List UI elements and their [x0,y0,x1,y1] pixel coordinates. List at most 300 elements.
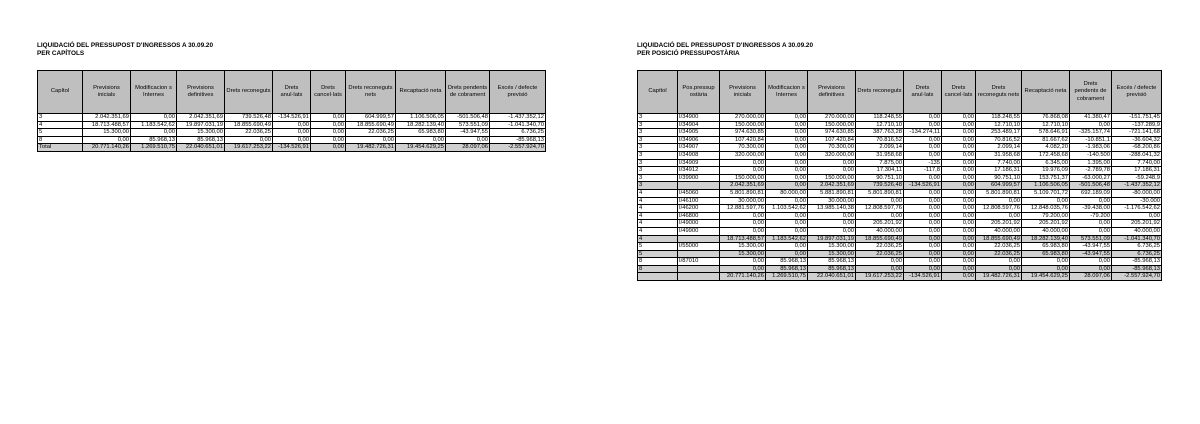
table-cell: 0,00 [720,159,766,167]
column-header: Drets pendents de cobrament [446,71,490,114]
table-cell: 974.630,85 [808,129,856,137]
total-cell: Total [38,144,83,152]
table-cell: 5.801.890,81 [976,189,1022,197]
table-cell: -1.983,06 [1070,144,1112,152]
table-cell: 0,00 [131,129,177,137]
total-cell: 19.482.726,31 [346,144,396,152]
table-row [638,136,1162,144]
table-cell: 12.710,10 [856,121,904,129]
table-cell: 0,00 [766,197,808,205]
table-cell: 0,00 [808,220,856,228]
table-cell: 5 [638,250,678,258]
table-cell: 19.897.031,19 [808,235,856,243]
column-header: Pos.pressup ostària [678,71,720,114]
table-cell: -80.000,00 [1112,189,1162,197]
table-cell: 692.189,09 [1070,189,1112,197]
table-cell: 0,00 [766,159,808,167]
table-cell: 2.042.351,69 [808,182,856,190]
table-cell: -79.200 [1070,212,1112,220]
table-cell: 0,00 [942,159,976,167]
column-header: Drets reconeguts nets [346,71,396,114]
table-cell: 0,00 [856,258,904,266]
table-cell: 0,00 [942,114,976,122]
table-cell: 0,00 [942,265,976,273]
table-cell: 1.106.506,05 [396,114,446,122]
table-cell: 0,00 [904,250,942,258]
table-cell: 22.036,25 [856,250,904,258]
table-cell: 0,00 [766,250,808,258]
table-cell: 4.082,20 [1022,144,1070,152]
table-cell: 2.099,14 [856,144,904,152]
table-cell: 0,00 [311,121,346,129]
table-cell: -721.141,68 [1112,129,1162,137]
table-cell: 22.036,25 [976,243,1022,251]
total-cell [638,273,678,281]
table-cell: 270.000,00 [720,114,766,122]
table-cell: 0,00 [808,212,856,220]
column-header: Drets reconeguts nets [976,71,1022,114]
table-cell: -1.437.352,12 [1112,182,1162,190]
table-cell: 3 [638,167,678,175]
table-cell: 3 [638,129,678,137]
table-cell: 0,00 [856,197,904,205]
table-cell: 6.736,25 [1112,243,1162,251]
table-row [638,197,1162,205]
table-cell: 0,00 [976,258,1022,266]
table-cell: 0,00 [904,121,942,129]
table-cell: 41.380,47 [1070,114,1112,122]
table-cell: -135 [904,159,942,167]
table-cell: 65.983,80 [1022,243,1070,251]
table-cell: 0,00 [1070,265,1112,273]
table-row [38,114,546,122]
table-cell: 0,00 [720,167,766,175]
right-report-subtitle: PER POSICIÓ PRESSUPOSTÀRIA [637,50,740,57]
table-cell: 0,00 [311,129,346,137]
table-cell: 205.201,92 [1112,220,1162,228]
table-cell: I/49000 [678,220,720,228]
table-cell: 150.000,00 [808,174,856,182]
table-cell: -30.000 [1112,197,1162,205]
left-report-subtitle: PER CAPÍTOLS [37,50,85,57]
table-cell: -1.176.542,62 [1112,205,1162,213]
column-header: Previsions inicials [83,71,131,114]
table-cell: 0,00 [766,227,808,235]
table-cell: 387.763,28 [856,129,904,137]
table-cell: 19.976,09 [1022,167,1070,175]
table-cell: 150.000,00 [720,174,766,182]
table-cell: 0,00 [766,167,808,175]
table-cell: 0,00 [766,144,808,152]
table-cell: -39.438,00 [1070,205,1112,213]
table-cell: 4 [638,235,678,243]
table-cell: 0,00 [766,182,808,190]
table-row [638,174,1162,182]
table-cell: 76.868,08 [1022,114,1070,122]
right-report [637,42,1162,281]
table-cell: -85.968,13 [490,136,546,144]
table-cell: 0,00 [942,258,976,266]
table-cell: -501.506,48 [1070,182,1112,190]
table-cell: 1.183.542,62 [131,121,177,129]
table-cell: 7.875,00 [856,159,904,167]
table-cell: 85.968,13 [177,136,225,144]
table-cell: -43.947,55 [1070,250,1112,258]
table-cell: 0,00 [942,121,976,129]
table-cell: 0,00 [942,220,976,228]
table-cell: 0,00 [1070,258,1112,266]
table-cell: 0,00 [766,151,808,159]
table-cell: 13.985.140,38 [808,205,856,213]
table-cell: 12.808.597,76 [976,205,1022,213]
table-cell: 2.042.351,69 [720,182,766,190]
table-cell: 0,00 [808,167,856,175]
table-cell: 0,00 [904,243,942,251]
table-row [38,129,546,137]
table-cell: 0,00 [942,182,976,190]
table-cell: 0,00 [131,114,177,122]
left-report-title: LIQUIDACIÓ DEL PRESSUPOST D'INGRESSOS A 30.09.20 [37,42,214,49]
table-cell: 0,00 [942,129,976,137]
column-header: Previsions definitives [808,71,856,114]
table-cell: 578.646,91 [1022,129,1070,137]
total-cell: 19.482.726,31 [976,273,1022,281]
table-row [638,129,1162,137]
total-cell: -134.526,91 [904,273,942,281]
table-cell: 6.736,25 [1112,250,1162,258]
total-cell: 0,00 [942,273,976,281]
table-cell: -134.274,11 [904,129,942,137]
table-cell: 80.000,00 [766,189,808,197]
table-row [638,189,1162,197]
table-cell: 4 [638,189,678,197]
total-cell: 22.040.651,01 [808,273,856,281]
table-row [38,121,546,129]
table-cell: -85.968,13 [1112,265,1162,273]
table-cell: 19.897.031,19 [177,121,225,129]
total-cell: 1.269.510,75 [131,144,177,152]
table-cell: I/46800 [678,212,720,220]
table-cell: 0,00 [942,205,976,213]
table-cell: 0,00 [904,227,942,235]
total-cell: 20.771.140,26 [720,273,766,281]
column-header: Modificacion s Internes [131,71,177,114]
column-header: Excés / defecte previsió [1112,71,1162,114]
table-cell: 4 [638,205,678,213]
table-cell: 0,00 [311,136,346,144]
table-cell: 1.103.542,62 [766,205,808,213]
column-header: Drets reconeguts [225,71,273,114]
total-cell: 0,00 [311,144,346,152]
column-header: Drets pendents de cobrament [1070,71,1112,114]
total-cell: -134.526,91 [273,144,311,152]
table-cell: 8 [38,136,83,144]
table-row [638,212,1162,220]
table-cell: 0,00 [446,136,490,144]
column-header: Excés / defecte previsió [490,71,546,114]
table-cell: 5.801.890,81 [856,189,904,197]
table-cell: 0,00 [766,243,808,251]
table-cell: 70.816,52 [976,136,1022,144]
table-cell: 12.808.597,76 [856,205,904,213]
table-cell: 85.968,13 [766,265,808,273]
table-cell: -43.947,55 [446,129,490,137]
table-cell: 70.300,00 [808,144,856,152]
table-cell: 0,00 [311,114,346,122]
total-cell: 19.454.629,25 [396,144,446,152]
table-cell: 118.248,55 [976,114,1022,122]
table-cell: 0,00 [976,265,1022,273]
table-cell: I/87010 [678,258,720,266]
table-cell: -288.041,32 [1112,151,1162,159]
table-cell: 18.282.139,40 [396,121,446,129]
table-cell: 7.740,00 [1112,159,1162,167]
table-cell: 739.526,48 [856,182,904,190]
table-row [638,167,1162,175]
column-header: Previsions inicials [720,71,766,114]
table-cell: 0,00 [396,136,446,144]
table-cell: 604.999,57 [346,114,396,122]
table-cell: 70.816,52 [856,136,904,144]
table-cell: 0,00 [720,265,766,273]
total-cell: 19.454.629,25 [1022,273,1070,281]
table-cell: 15.300,00 [83,129,131,137]
right-report-title: LIQUIDACIÓ DEL PRESSUPOST D'INGRESSOS A 30.09.20 [637,42,814,49]
total-cell: 28.097,06 [1070,273,1112,281]
subtotal-row [638,265,1162,273]
table-cell: I/49900 [678,227,720,235]
table-cell: 0,00 [904,212,942,220]
table-cell: I/34907 [678,144,720,152]
table-cell: 17.186,31 [976,167,1022,175]
table-cell [678,235,720,243]
table-cell: 90.751,10 [976,174,1022,182]
table-row [638,220,1162,228]
table-cell: 12.710,10 [1022,121,1070,129]
table-cell: 4 [638,197,678,205]
table-cell: I/34900 [678,114,720,122]
table-cell: 4 [638,220,678,228]
table-cell: 85.968,13 [131,136,177,144]
table-cell: 40.000,00 [856,227,904,235]
table-cell: I/46100 [678,197,720,205]
total-cell [678,273,720,281]
table-cell: -501.506,48 [446,114,490,122]
table-cell: 40.000,00 [1112,227,1162,235]
table-cell: I/34904 [678,121,720,129]
table-cell: 153.751,37 [1022,174,1070,182]
total-cell: 1.269.510,75 [766,273,808,281]
table-cell: 0,00 [904,114,942,122]
table-cell [678,265,720,273]
total-cell: 20.771.140,26 [83,144,131,152]
table-cell: 150.000,00 [808,121,856,129]
table-cell: 0,00 [1022,258,1070,266]
table-cell: -43.947,55 [1070,243,1112,251]
table-cell: I/34909 [678,159,720,167]
table-cell: 85.968,13 [766,258,808,266]
table-cell: 3 [638,114,678,122]
table-cell: 573.551,09 [446,121,490,129]
table-cell: 0,00 [904,136,942,144]
table-cell: I/34908 [678,151,720,159]
table-cell: 15.300,00 [720,250,766,258]
table-cell: 5.801.890,81 [720,189,766,197]
table-cell: 0,00 [766,114,808,122]
table-cell: 6.345,00 [1022,159,1070,167]
table-cell: 17.304,11 [856,167,904,175]
table-cell: 22.036,25 [225,129,273,137]
column-header: Drets anul·lats [273,71,311,114]
table-cell: I/34912 [678,167,720,175]
table-cell: 0,00 [766,129,808,137]
table-row [638,121,1162,129]
table-cell: I/34906 [678,136,720,144]
table-cell: 2.099,14 [976,144,1022,152]
table-cell: 0,00 [225,136,273,144]
table-cell: 107.420,84 [808,136,856,144]
table-cell: 85.968,13 [808,265,856,273]
table-cell: 118.248,55 [856,114,904,122]
table-cell: 18.282.139,40 [1022,235,1070,243]
table-cell: 0,00 [273,129,311,137]
table-row [638,243,1162,251]
column-header: Recaptació neta [396,71,446,114]
table-cell: 0,00 [808,159,856,167]
table-cell: 573.551,09 [1070,235,1112,243]
positions-table [637,70,1162,281]
table-cell: 0,00 [942,136,976,144]
subtotal-row [638,235,1162,243]
table-cell: 0,00 [1022,197,1070,205]
table-cell: 0,00 [904,220,942,228]
table-cell: 90.751,10 [856,174,904,182]
table-cell: 0,00 [904,144,942,152]
chapters-table [37,70,546,152]
table-cell: 0,00 [904,258,942,266]
total-cell: 22.040.651,01 [177,144,225,152]
table-cell: I/45060 [678,189,720,197]
table-cell: 0,00 [904,235,942,243]
table-cell: 1.106.506,05 [1022,182,1070,190]
table-cell: 3 [638,182,678,190]
table-cell: 12.710,10 [976,121,1022,129]
table-cell: -68.200,86 [1112,144,1162,152]
table-cell: 3 [638,136,678,144]
table-cell: 0,00 [720,212,766,220]
table-cell: 270.000,00 [808,114,856,122]
table-cell: I/34905 [678,129,720,137]
table-cell: -1.041.340,70 [1112,235,1162,243]
total-cell: 28.097,06 [446,144,490,152]
table-cell: 15.300,00 [808,243,856,251]
table-cell: 12.881.597,76 [720,205,766,213]
table-cell: 30.000,00 [808,197,856,205]
table-cell: 0,00 [720,258,766,266]
table-cell: 3 [638,121,678,129]
table-cell: -10.851,1 [1070,136,1112,144]
table-cell: 0,00 [904,197,942,205]
table-cell: 1.183.542,62 [766,235,808,243]
table-cell: 253.489,17 [976,129,1022,137]
table-cell: 8 [638,258,678,266]
table-cell: 18.855.690,49 [976,235,1022,243]
table-cell: 0,00 [942,250,976,258]
column-header: Previsions definitives [177,71,225,114]
table-cell: 0,00 [976,212,1022,220]
table-cell: -117,8 [904,167,942,175]
table-cell: 739.526,48 [225,114,273,122]
table-cell: 12.848.035,76 [1022,205,1070,213]
table-cell: -59.248,9 [1112,174,1162,182]
table-cell: 18.855.690,49 [856,235,904,243]
table-cell: 1.395,00 [1070,159,1112,167]
total-cell: -2.557.924,70 [1112,273,1162,281]
table-cell: 2.042.351,69 [83,114,131,122]
subtotal-row [638,250,1162,258]
table-cell: -134.526,91 [273,114,311,122]
table-cell: 604.999,57 [976,182,1022,190]
table-row [638,205,1162,213]
table-cell: 15.300,00 [177,129,225,137]
table-cell: 17.186,31 [1112,167,1162,175]
table-cell: 22.036,25 [856,243,904,251]
table-cell: 0,00 [904,189,942,197]
table-row [638,159,1162,167]
table-cell: 0,00 [766,136,808,144]
table-row [38,136,546,144]
table-cell: 65.983,80 [1022,250,1070,258]
table-cell: 0,00 [720,227,766,235]
total-cell: 19.617.253,22 [856,273,904,281]
table-cell: 3 [638,151,678,159]
column-header: Modificacion s Internes [766,71,808,114]
table-cell: 0,00 [1070,227,1112,235]
table-cell: 0,00 [904,151,942,159]
table-cell: I/39900 [678,174,720,182]
table-cell: 31.958,68 [856,151,904,159]
table-cell: 0,00 [942,189,976,197]
table-cell: 0,00 [942,174,976,182]
table-cell: 0,00 [942,235,976,243]
table-cell: 974.630,85 [720,129,766,137]
table-cell: 15.300,00 [808,250,856,258]
table-cell: 0,00 [942,227,976,235]
table-cell: 70.300,00 [720,144,766,152]
table-cell: 205.201,92 [856,220,904,228]
total-cell: 19.617.253,22 [225,144,273,152]
table-cell: 18.713.488,57 [720,235,766,243]
table-cell: 0,00 [856,265,904,273]
column-header: Drets cancel·lats [942,71,976,114]
table-row [638,151,1162,159]
subtotal-row [638,182,1162,190]
column-header: Drets anul·lats [904,71,942,114]
table-cell: 0,00 [808,227,856,235]
table-cell: 0,00 [720,220,766,228]
table-cell: 0,00 [904,205,942,213]
table-header-row [38,71,546,114]
table-cell: -151.751,45 [1112,114,1162,122]
table-body [638,114,1162,281]
table-cell: 205.201,92 [976,220,1022,228]
table-row [638,114,1162,122]
left-report [37,42,546,152]
table-cell: 65.983,80 [396,129,446,137]
table-cell: 7.740,00 [976,159,1022,167]
table-cell: 205.201,92 [1022,220,1070,228]
table-cell: -63.000,27 [1070,174,1112,182]
